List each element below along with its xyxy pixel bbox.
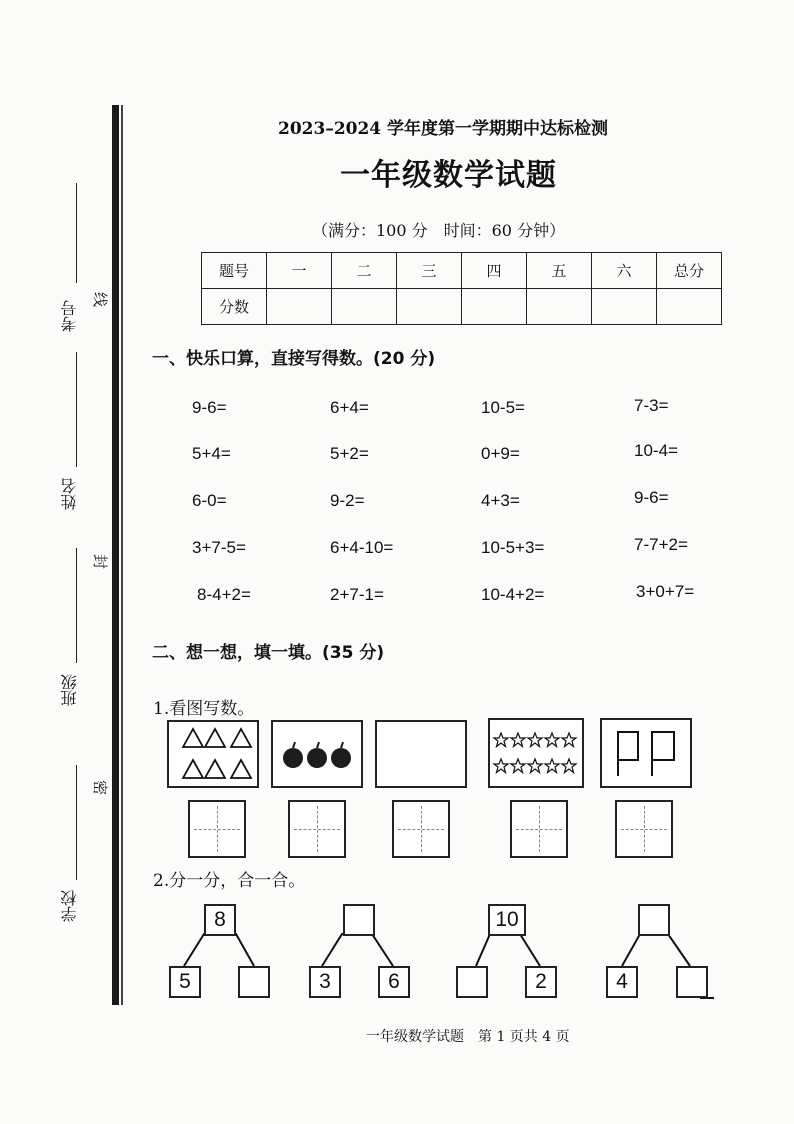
- score-header-cell: 二: [332, 253, 397, 289]
- equation: 10-5=: [481, 398, 525, 417]
- section1-title: 一、快乐口算，直接写得数。(20 分): [152, 349, 436, 369]
- score-header-cell: 六: [592, 253, 657, 289]
- question-2-label: 2.分一分，合一合。: [153, 871, 306, 891]
- seal-word-secret: 密: [93, 778, 108, 796]
- tree-right-box: 6: [378, 966, 410, 998]
- tree-top-box[interactable]: [638, 904, 670, 936]
- equation: 8-4+2=: [197, 585, 251, 604]
- page-footer: 一年级数学试题 第 1 页共 4 页: [366, 1029, 570, 1045]
- equation: 10-4+2=: [481, 585, 545, 604]
- equation: 5+2=: [330, 444, 369, 463]
- exam-title: 一年级数学试题: [340, 158, 557, 193]
- score-header-cell: 三: [397, 253, 462, 289]
- tree-right-box: 2: [525, 966, 557, 998]
- equation: 3+7-5=: [192, 538, 246, 557]
- equation: 6-0=: [192, 491, 227, 510]
- equation: 3+0+7=: [636, 582, 695, 601]
- equation: 0+9=: [481, 444, 520, 463]
- score-header-cell: 五: [527, 253, 592, 289]
- equation: 10-4=: [634, 441, 678, 460]
- tree-top-box: 10: [488, 904, 526, 936]
- score-header-cell: 一: [267, 253, 332, 289]
- tree-left-box: 3: [309, 966, 341, 998]
- equation: 5+4=: [192, 444, 231, 463]
- tree-top-box[interactable]: [343, 904, 375, 936]
- equation: 9-2=: [330, 491, 365, 510]
- tree-left-box[interactable]: [456, 966, 488, 998]
- equation: 7-3=: [634, 396, 669, 415]
- equation: 2+7-1=: [330, 585, 384, 604]
- seal-word-line: 线: [93, 290, 108, 308]
- score-header-cell: 四: [462, 253, 527, 289]
- tree-left-box: 4: [606, 966, 638, 998]
- equation: 7-7+2=: [634, 535, 688, 554]
- equation: 9-6=: [634, 488, 669, 507]
- name-label: 姓名: [60, 478, 79, 510]
- tree-left-box: 5: [169, 966, 201, 998]
- tree-right-box[interactable]: [238, 966, 270, 998]
- equation: 4+3=: [481, 491, 520, 510]
- equation: 6+4-10=: [330, 538, 394, 557]
- school-label: 学校: [60, 890, 79, 922]
- question-1-label: 1.看图写数。: [153, 699, 255, 719]
- equation: 9-6=: [192, 398, 227, 417]
- exam-number-label: 考号: [60, 300, 79, 332]
- exam-meta: （满分：100 分 时间：60 分钟）: [312, 221, 566, 240]
- score-header-cell: 总分: [657, 253, 722, 289]
- section2-title: 二、想一想，填一填。(35 分): [152, 643, 385, 663]
- exam-subtitle: 2023–2024 学年度第一学期期中达标检测: [278, 119, 609, 139]
- class-label: 班级: [60, 674, 79, 706]
- tree-right-box[interactable]: [676, 966, 708, 998]
- equation: 6+4=: [330, 398, 369, 417]
- tree-top-box: 8: [204, 904, 236, 936]
- score-row-label: 分数: [202, 289, 267, 325]
- seal-word-seal: 封: [93, 552, 108, 570]
- score-header-cell: 题号: [202, 253, 267, 289]
- equation: 10-5+3=: [481, 538, 545, 557]
